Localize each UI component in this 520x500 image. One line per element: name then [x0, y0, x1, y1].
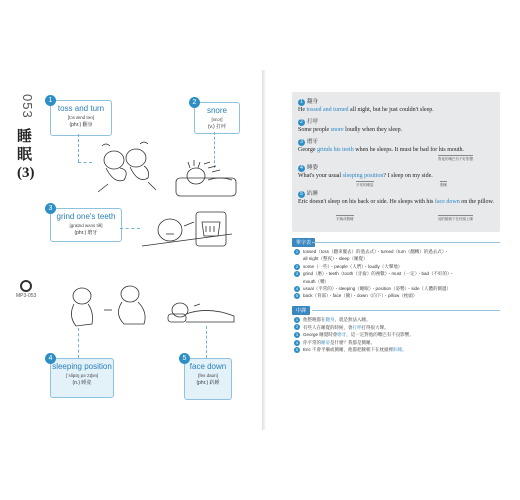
connector-line: [206, 326, 207, 358]
vocab-text: some（一些）・people（人們）・loudly（大聲地）: [303, 263, 403, 269]
example-text: all night, but he just couldn't sleep.: [348, 107, 434, 113]
vocab-text: tossed（toss（翻來覆去）的過去式）・turned（turn（翻轉）的過去式）・: [303, 249, 449, 254]
example-item: [298, 98, 496, 114]
vocab-row: [294, 278, 500, 285]
card-number-badge: 1: [45, 95, 56, 106]
snore-illustration: [174, 160, 238, 200]
example-item: [298, 118, 496, 134]
example-heading: 翻身: [307, 99, 319, 105]
card-chinese: (v.) 打呼: [207, 124, 227, 130]
example-note: 平躺或側睡: [336, 217, 354, 221]
card-phonetic: [tɔs ænd tɝn]: [67, 115, 95, 120]
card-english: snore: [206, 106, 227, 115]
vocab-number: 2: [295, 263, 299, 269]
cd-icon: [20, 280, 32, 292]
translation-row: [294, 316, 500, 324]
left-page: [14, 70, 262, 430]
section-divider: [312, 310, 500, 311]
sleeping-position-illustration: [64, 284, 152, 330]
vocab-row: [294, 255, 500, 262]
connector-line: [120, 228, 140, 229]
vocab-text: usual（平常的）・sleeping（睡眠）・position（姿勢）・side（人體的側邊）: [303, 286, 452, 292]
card-chinese: (phr.) 翻身: [69, 122, 93, 128]
translation-text: 打得很大聲。: [361, 324, 389, 330]
card-number-badge: 3: [45, 203, 56, 214]
vocab-card-snore: [192, 99, 240, 134]
translation-number: 5: [295, 347, 299, 353]
vocab-row: [294, 292, 500, 299]
card-phonetic: [snɔr]: [211, 117, 223, 122]
vocab-text: back（背部）・face（臉）・down（向下）・pillow（枕頭）: [303, 293, 418, 299]
vocab-text: all night（整夜）・sleep（睡覺）: [303, 256, 368, 262]
translation-text: 你平常的: [303, 339, 321, 345]
translation-text: 他整晚都在: [303, 317, 326, 322]
card-english: toss and turn: [57, 104, 105, 113]
face-down-illustration: [164, 296, 238, 326]
vocab-text: grind（磨）・teeth（tooth（牙齒）的複數）・must（一定）・bad（不好的）・: [303, 271, 454, 277]
translation-number: 1: [295, 316, 299, 322]
example-text: Eric doesn't sleep on his back or side. He sleeps with his: [298, 199, 435, 205]
section-divider: [312, 242, 500, 243]
example-text: He: [298, 107, 307, 113]
vocab-card-sleeping-position: [48, 355, 114, 398]
example-note: 平常的睡姿: [356, 183, 374, 187]
vocab-number: 3: [295, 271, 299, 277]
vocab-card-grind-teeth: [48, 205, 122, 242]
example-heading: 睡姿: [307, 165, 319, 171]
translation-highlight: 翻身: [325, 317, 335, 322]
card-number-badge: 2: [189, 97, 200, 108]
vocab-card-face-down: [182, 355, 232, 400]
example-number: 2: [298, 119, 305, 126]
translation-highlight: 磨牙: [337, 332, 347, 338]
vocab-row: [294, 263, 500, 270]
translation-row: [294, 339, 500, 347]
toss-and-turn-illustration: [94, 140, 158, 196]
translation-text: ，這一定對他的嘴巴有不良影響。: [346, 332, 414, 338]
translation-text: George 睡覺時會: [303, 332, 338, 338]
card-phonetic: [graɪnd wʌns tiθ]: [69, 223, 103, 228]
connector-line: [78, 162, 92, 163]
vocab-section-tag: 單字表: [292, 238, 315, 247]
vocab-number: 4: [295, 285, 299, 291]
card-english: face down: [189, 362, 227, 371]
vocab-text: mouth（嘴）: [303, 278, 330, 284]
example-text: What's your usual: [298, 173, 343, 179]
card-chinese: (n.) 睡姿: [72, 380, 92, 386]
vocab-number: 1: [295, 248, 299, 254]
example-text: on the pillow.: [459, 199, 494, 205]
example-note: 他的臉朝下在枕頭上睡: [438, 217, 473, 221]
example-note: 側睡: [440, 183, 447, 187]
example-heading: 磨牙: [307, 139, 319, 145]
example-heading: 趴睡: [307, 191, 319, 197]
translation-text: 是什麼？我都是側睡。: [330, 339, 375, 345]
translation-highlight: 趴睡: [393, 347, 402, 353]
connector-line: [78, 134, 79, 162]
example-text: ? I sleep on my side.: [383, 173, 433, 179]
vocab-row: [294, 248, 500, 255]
vocab-row: [294, 270, 500, 277]
translation-number: 3: [295, 332, 299, 337]
card-english: grind one's teeth: [56, 212, 116, 221]
card-chinese: (phr.) 磨牙: [74, 230, 98, 236]
translation-highlight: 打呼: [352, 324, 362, 330]
example-text: loudly when they sleep.: [343, 127, 403, 133]
card-number-badge: 5: [179, 353, 190, 364]
translation-text: 有些人在睡覺的時候，會: [303, 324, 353, 330]
right-page: [266, 70, 506, 430]
translation-row: [294, 346, 500, 354]
example-item: [298, 190, 496, 206]
example-highlight: tossed and turned: [306, 107, 349, 113]
example-highlight: grinds his teeth: [317, 147, 354, 153]
card-phonetic: [ˈslipɪŋ pəˈzɪʃən]: [65, 373, 99, 378]
unit-number: 053: [20, 94, 35, 119]
translation-section-tag: 中譯: [292, 306, 310, 315]
card-chinese: (phr.) 趴睡: [196, 380, 220, 386]
translation-number: 4: [295, 339, 299, 345]
vocab-number: 5: [295, 293, 299, 299]
translation-text: ，就是無法入睡。: [334, 317, 371, 322]
example-sentences-panel: [292, 92, 500, 232]
example-highlight: face down: [434, 199, 460, 205]
vocab-list: [294, 248, 500, 300]
example-text: George: [298, 147, 318, 153]
example-number: 4: [298, 165, 305, 172]
example-text: when he sleeps. It must be bad for his mouth.: [353, 147, 465, 153]
example-text: Some people: [298, 127, 331, 133]
translation-text: Eric 不會平躺或側睡，他都把臉朝下在枕頭裡: [303, 347, 393, 353]
translation-row: [294, 324, 500, 332]
example-highlight: sleeping position: [342, 173, 384, 179]
translation-list: [294, 316, 500, 354]
audio-track[interactable]: [16, 280, 36, 299]
audio-label: MP3-053: [16, 293, 37, 299]
example-highlight: snore: [330, 127, 344, 133]
example-number: 5: [298, 191, 305, 198]
vocab-card-toss-and-turn: [48, 97, 112, 136]
example-number: 1: [298, 99, 305, 106]
example-item: [298, 164, 496, 180]
translation-number: 2: [295, 324, 299, 330]
example-number: 3: [298, 139, 305, 146]
translation-text: 。: [402, 347, 407, 353]
example-note: 對他的嘴巴有不好影響: [438, 157, 473, 161]
unit-title: 睡眠(3): [17, 129, 35, 181]
example-item: [298, 138, 496, 154]
example-heading: 打呼: [307, 119, 319, 125]
grind-teeth-illustration: [140, 206, 240, 260]
card-english: sleeping position: [52, 362, 112, 371]
connector-line: [78, 328, 79, 358]
translation-highlight: 睡姿: [321, 339, 330, 345]
card-number-badge: 4: [45, 353, 56, 364]
card-phonetic: [fes daʊn]: [198, 373, 218, 378]
vocab-row: [294, 285, 500, 292]
translation-row: [294, 331, 500, 339]
